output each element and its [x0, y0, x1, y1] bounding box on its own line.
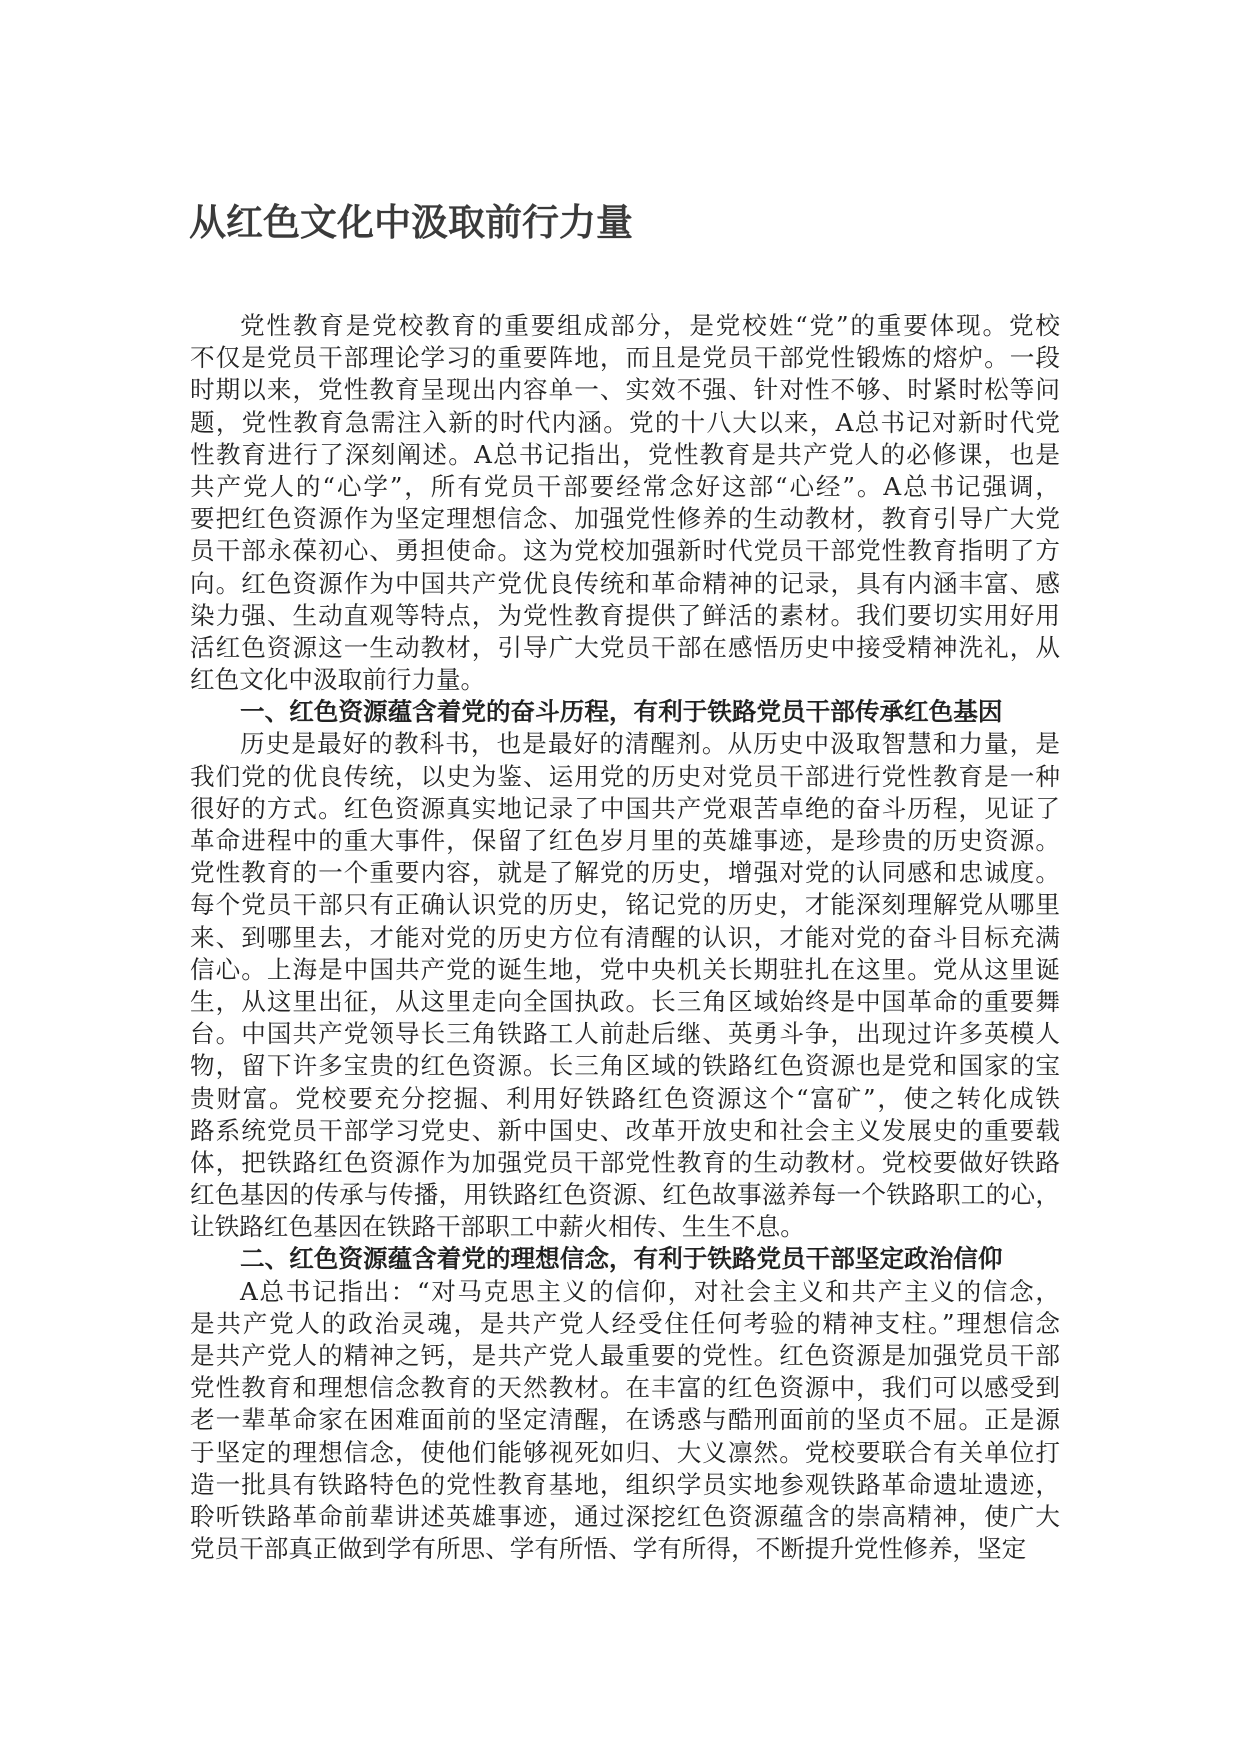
- text-line: 路系统党员干部学习党史、新中国史、改革开放史和社会主义发展史的重要载: [190, 1115, 1060, 1145]
- text-line: 聆听铁路革命前辈讲述英雄事迹，通过深挖红色资源蕴含的崇高精神，使广大: [190, 1501, 1060, 1531]
- text-line: 活红色资源这一生动教材，引导广大党员干部在感悟历史中接受精神洗礼，从: [190, 632, 1060, 662]
- text-line: 红色文化中汲取前行力量。: [190, 665, 486, 695]
- text-line: 是共产党人的精神之钙，是共产党人最重要的党性。红色资源是加强党员干部: [190, 1341, 1060, 1370]
- text-line: 员干部永葆初心、勇担使命。这为党校加强新时代党员干部党性教育指明了方: [190, 536, 1060, 566]
- text-line: 党员干部真正做到学有所思、学有所悟、学有所得，不断提升党性修养，坚定: [190, 1534, 1027, 1564]
- text-line: 信心。上海是中国共产党的诞生地，党中央机关长期驻扎在这里。党从这里诞: [190, 954, 1060, 984]
- text-line: 体，把铁路红色资源作为加强党员干部党性教育的生动教材。党校要做好铁路: [190, 1147, 1060, 1177]
- text-line: 时期以来，党性教育呈现出内容单一、实效不强、针对性不够、时紧时松等问: [190, 375, 1060, 405]
- text-line: 二、红色资源蕴含着党的理想信念，有利于铁路党员干部坚定政治信仰: [240, 1244, 1003, 1274]
- text-line: 不仅是党员干部理论学习的重要阵地，而且是党员干部党性锻炼的熔炉。一段: [190, 343, 1060, 373]
- text-line: 共产党人的“心学”，所有党员干部要经常念好这部“心经”。A总书记强调，: [190, 471, 1060, 501]
- text-line: A总书记指出：“对马克思主义的信仰，对社会主义和共产主义的信念，: [240, 1276, 1060, 1306]
- text-line: 染力强、生动直观等特点，为党性教育提供了鲜活的素材。我们要切实用好用: [190, 600, 1060, 630]
- text-line: 物，留下许多宝贵的红色资源。长三角区域的铁路红色资源也是党和国家的宝: [190, 1051, 1060, 1081]
- text-line: 红色基因的传承与传播，用铁路红色资源、红色故事滋养每一个铁路职工的心，: [190, 1180, 1060, 1210]
- text-line: 台。中国共产党领导长三角铁路工人前赴后继、英勇斗争，出现过许多英模人: [190, 1019, 1060, 1049]
- section-heading: [190, 1243, 1060, 1275]
- text-line: 性教育进行了深刻阐述。A总书记指出，党性教育是共产党人的必修课，也是: [190, 439, 1060, 469]
- text-line: 我们党的优良传统，以史为鉴、运用党的历史对党员干部进行党性教育是一种: [190, 761, 1060, 791]
- text-line: 向。红色资源作为中国共产党优良传统和革命精神的记录，具有内涵丰富、感: [190, 568, 1060, 598]
- text-line: 一、红色资源蕴含着党的奋斗历程，有利于铁路党员干部传承红色基因: [240, 697, 1003, 727]
- text-line: 很好的方式。红色资源真实地记录了中国共产党艰苦卓绝的奋斗历程，见证了: [190, 793, 1060, 823]
- text-line: 来、到哪里去，才能对党的历史方位有清醒的认识，才能对党的奋斗目标充满: [190, 922, 1060, 952]
- text-line: 党性教育的一个重要内容，就是了解党的历史，增强对党的认同感和忠诚度。: [190, 858, 1060, 888]
- text-line: 历史是最好的教科书，也是最好的清醒剂。从历史中汲取智慧和力量，是: [240, 729, 1060, 759]
- text-line: 要把红色资源作为坚定理想信念、加强党性修养的生动教材，教育引导广大党: [190, 504, 1060, 534]
- text-line: 生，从这里出征，从这里走向全国执政。长三角区域始终是中国革命的重要舞: [190, 986, 1060, 1016]
- text-line: 让铁路红色基因在铁路干部职工中薪火相传、生生不息。: [190, 1212, 805, 1242]
- text-line: 题，党性教育急需注入新的时代内涵。党的十八大以来，A总书记对新时代党: [190, 407, 1060, 437]
- text-line: 是共产党人的政治灵魂，是共产党人经受住任何考验的精神支柱。”理想信念: [190, 1308, 1060, 1338]
- body-paragraph: [190, 310, 1060, 696]
- section-heading: [190, 696, 1060, 728]
- text-line: 于坚定的理想信念，使他们能够视死如归、大义凛然。党校要联合有关单位打: [190, 1437, 1060, 1467]
- document-body: [190, 310, 1060, 1565]
- body-paragraph: [190, 728, 1060, 1243]
- body-paragraph: [190, 1276, 1060, 1566]
- text-line: 革命进程中的重大事件，保留了红色岁月里的英雄事迹，是珍贵的历史资源。: [190, 826, 1060, 855]
- text-line: 党性教育和理想信念教育的天然教材。在丰富的红色资源中，我们可以感受到: [190, 1373, 1060, 1403]
- text-line: 造一批具有铁路特色的党性教育基地，组织学员实地参观铁路革命遗址遗迹，: [190, 1469, 1060, 1499]
- text-line: 党性教育是党校教育的重要组成部分，是党校姓“党”的重要体现。党校: [240, 311, 1060, 340]
- document-title: 从红色文化中汲取前行力量: [189, 201, 633, 244]
- text-line: 贵财富。党校要充分挖掘、利用好铁路红色资源这个“富矿”，使之转化成铁: [190, 1083, 1060, 1113]
- text-line: 每个党员干部只有正确认识党的历史，铭记党的历史，才能深刻理解党从哪里: [190, 890, 1060, 920]
- text-line: 老一辈革命家在困难面前的坚定清醒，在诱惑与酷刑面前的坚贞不屈。正是源: [190, 1405, 1060, 1435]
